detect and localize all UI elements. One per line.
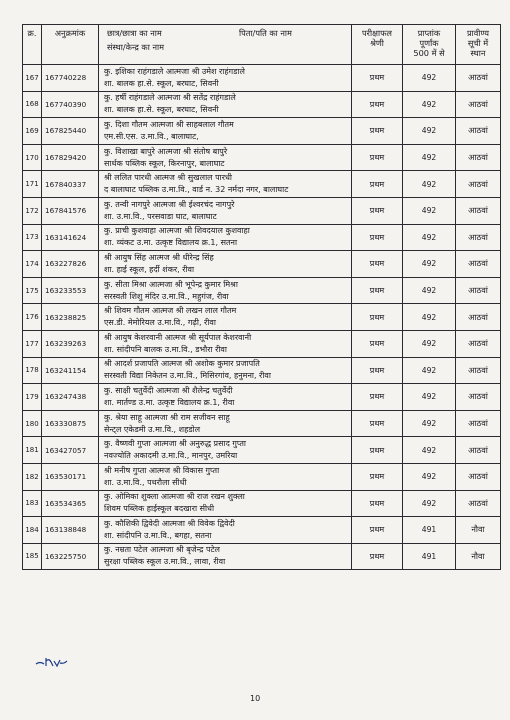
row-category: प्रथम xyxy=(352,224,403,251)
header-category: परीक्षाफल श्रेणी xyxy=(352,25,403,65)
row-name-cell xyxy=(99,357,352,384)
row-school-name: शा. सांदीपनि उ.मा.वि., बगहा, सतना xyxy=(104,530,212,540)
table-row xyxy=(23,543,501,570)
row-school-name: शा. सांदीपनि बालक उ.मा.वि., डभौरा रीवा xyxy=(104,344,227,354)
row-name-cell xyxy=(99,410,352,437)
row-school-name: नवज्योति अकादमी उ.मा.वि., मानपुर, उमरिया xyxy=(104,451,238,461)
table-row xyxy=(23,410,501,437)
row-merit-rank: आठवां xyxy=(456,91,501,118)
row-merit-rank: आठवां xyxy=(456,251,501,278)
page-number: 10 xyxy=(250,694,261,703)
row-merit-rank: आठवां xyxy=(456,65,501,92)
row-student-name: श्री आयुष सिंह आत्मज श्री धीरेन्द्र सिंह xyxy=(104,252,214,262)
row-school-name: सेन्ट्ल एकेडमी उ.मा.वि., शहडोल xyxy=(104,424,201,434)
table-row xyxy=(23,277,501,304)
row-merit-rank: आठवां xyxy=(456,330,501,357)
row-roll-number: 163427057 xyxy=(42,437,99,464)
row-roll-number: 167825440 xyxy=(42,118,99,145)
row-marks: 492 xyxy=(403,384,456,411)
row-roll-number: 167740228 xyxy=(42,65,99,92)
row-school-name: शा. बालक हा.से. स्कूल, बरघाट, सिवनी xyxy=(104,78,219,88)
row-merit-rank: आठवां xyxy=(456,357,501,384)
table-row xyxy=(23,65,501,92)
header-father-name: पिता/पति का नाम xyxy=(239,28,292,38)
row-category: प्रथम xyxy=(352,277,403,304)
row-student-name: श्री आयुष केशरवानी आत्मज श्री सूर्यपाल केशरवानी xyxy=(104,332,252,342)
table-row xyxy=(23,144,501,171)
row-sr: 172 xyxy=(23,197,42,224)
row-name-cell xyxy=(99,384,352,411)
row-student-name: श्री शिवम गौतम आत्मज श्री लखन लाल गौतम xyxy=(104,306,237,316)
row-marks: 492 xyxy=(403,65,456,92)
row-category: प्रथम xyxy=(352,490,403,517)
row-category: प्रथम xyxy=(352,171,403,198)
row-sr: 178 xyxy=(23,357,42,384)
row-sr: 177 xyxy=(23,330,42,357)
row-category: प्रथम xyxy=(352,543,403,570)
table-row xyxy=(23,330,501,357)
row-student-name: कु. तन्वी नागपुरे आत्मजा श्री ईश्वरचंद नागपुरे xyxy=(104,199,235,209)
row-sr: 174 xyxy=(23,251,42,278)
row-roll-number: 167840337 xyxy=(42,171,99,198)
row-sr: 170 xyxy=(23,144,42,171)
result-sheet xyxy=(22,24,496,570)
row-name-cell xyxy=(99,517,352,544)
row-name-cell xyxy=(99,251,352,278)
row-sr: 180 xyxy=(23,410,42,437)
row-school-name: शा. व्यंकट उ.मा. उत्कृष्ट विद्यालय क्र.1, सतना xyxy=(104,238,238,248)
row-category: प्रथम xyxy=(352,251,403,278)
row-marks: 492 xyxy=(403,277,456,304)
row-student-name: कु. ओमिका शुक्ला आत्मजा श्री राज रखन शुक्ला xyxy=(104,492,245,502)
row-student-name: कु. इशिका राहंगडाले आत्मजा श्री उमेश राहंगडाले xyxy=(104,66,245,76)
row-category: प्रथम xyxy=(352,437,403,464)
row-school-name: शा. उ.मा.वि., परसवाडा घाट, बालाघाट xyxy=(104,211,217,221)
row-roll-number: 167740390 xyxy=(42,91,99,118)
row-name-cell xyxy=(99,65,352,92)
row-school-name: एस.डी. मेमोरियल उ.मा.वि., गढ़ी, रीवा xyxy=(104,318,216,328)
table-row xyxy=(23,357,501,384)
row-sr: 173 xyxy=(23,224,42,251)
row-merit-rank: नौवा xyxy=(456,543,501,570)
table-row xyxy=(23,384,501,411)
table-row xyxy=(23,224,501,251)
row-marks: 492 xyxy=(403,437,456,464)
row-merit-rank: आठवां xyxy=(456,277,501,304)
row-marks: 492 xyxy=(403,251,456,278)
row-name-cell xyxy=(99,437,352,464)
row-merit-rank: नौवा xyxy=(456,517,501,544)
table-row xyxy=(23,490,501,517)
row-roll-number: 163225750 xyxy=(42,543,99,570)
row-name-cell xyxy=(99,330,352,357)
row-school-name: द बालाघाट पब्लिक उ.मा.वि., वार्ड न. 32 नर्मदा नगर, बालाघाट xyxy=(104,185,289,195)
header-school-name: संस्था/केन्द्र का नाम xyxy=(107,42,165,52)
row-name-cell xyxy=(99,197,352,224)
header-marks: प्राप्तांक पूर्णांक 500 में से xyxy=(403,25,456,65)
row-marks: 491 xyxy=(403,517,456,544)
header-merit: प्रावीण्य सूची में स्थान xyxy=(456,25,501,65)
row-roll-number: 167841576 xyxy=(42,197,99,224)
row-school-name: एम.सी.एस. उ.मा.वि., बालाघाट, xyxy=(104,131,199,141)
row-roll-number: 163138848 xyxy=(42,517,99,544)
handwritten-initials xyxy=(34,654,74,673)
row-roll-number: 167829420 xyxy=(42,144,99,171)
row-school-name: शिवम पब्लिक हाईस्कूल बदखारा सीधी xyxy=(104,504,215,514)
row-merit-rank: आठवां xyxy=(456,144,501,171)
row-category: प्रथम xyxy=(352,517,403,544)
row-sr: 184 xyxy=(23,517,42,544)
row-roll-number: 163534365 xyxy=(42,490,99,517)
table-row xyxy=(23,304,501,331)
row-merit-rank: आठवां xyxy=(456,118,501,145)
row-marks: 491 xyxy=(403,543,456,570)
row-sr: 176 xyxy=(23,304,42,331)
row-marks: 492 xyxy=(403,304,456,331)
row-name-cell xyxy=(99,463,352,490)
row-roll-number: 163141624 xyxy=(42,224,99,251)
row-school-name: सुरक्षा पब्लिक स्कूल उ.मा.वि., लावा, रीवा xyxy=(104,557,226,567)
row-student-name: कु. विशाखा बापुरे आत्मजा श्री संतोष बापुरे xyxy=(104,146,228,156)
row-name-cell xyxy=(99,543,352,570)
row-sr: 171 xyxy=(23,171,42,198)
row-school-name: शा. हाई स्कूल, हर्दी शंकर, रीवा xyxy=(104,264,195,274)
header-student-name: छात्र/छात्रा का नाम xyxy=(107,28,162,38)
row-roll-number: 163247438 xyxy=(42,384,99,411)
row-marks: 492 xyxy=(403,330,456,357)
row-merit-rank: आठवां xyxy=(456,490,501,517)
header-sr: क्र. xyxy=(23,25,42,65)
row-category: प्रथम xyxy=(352,463,403,490)
header-roll: अनुक्रमांक xyxy=(42,25,99,65)
row-marks: 492 xyxy=(403,463,456,490)
row-marks: 492 xyxy=(403,171,456,198)
row-marks: 492 xyxy=(403,224,456,251)
row-name-cell xyxy=(99,224,352,251)
row-marks: 492 xyxy=(403,357,456,384)
merit-list-table xyxy=(22,24,501,570)
row-category: प्रथम xyxy=(352,118,403,145)
row-sr: 168 xyxy=(23,91,42,118)
row-roll-number: 163238825 xyxy=(42,304,99,331)
row-name-cell xyxy=(99,304,352,331)
table-row xyxy=(23,463,501,490)
row-merit-rank: आठवां xyxy=(456,463,501,490)
row-student-name: कु. दिशा गौतम आत्मजा श्री साहबलाल गौतम xyxy=(104,119,234,129)
row-merit-rank: आठवां xyxy=(456,304,501,331)
row-sr: 181 xyxy=(23,437,42,464)
row-merit-rank: आठवां xyxy=(456,410,501,437)
row-name-cell xyxy=(99,144,352,171)
row-marks: 492 xyxy=(403,410,456,437)
row-student-name: कु. हर्षी राहंगडाले आत्मजा श्री सतेंद्र राहंगडाले xyxy=(104,93,236,103)
row-sr: 169 xyxy=(23,118,42,145)
table-row xyxy=(23,251,501,278)
row-student-name: कु. प्राची कुशवाहा आत्मजा श्री शिवदयाल कुशवाहा xyxy=(104,226,250,236)
row-roll-number: 163330875 xyxy=(42,410,99,437)
row-category: प्रथम xyxy=(352,91,403,118)
row-category: प्रथम xyxy=(352,144,403,171)
row-sr: 182 xyxy=(23,463,42,490)
row-roll-number: 163241154 xyxy=(42,357,99,384)
row-school-name: शा. बालक हा.से. स्कूल, बरघाट, सिवनी xyxy=(104,105,219,115)
row-marks: 492 xyxy=(403,91,456,118)
row-student-name: कु. सीता मिश्रा आत्मजा श्री भूपेन्द्र कुमार मिश्रा xyxy=(104,279,238,289)
table-row xyxy=(23,197,501,224)
header-name xyxy=(99,25,352,65)
row-category: प्रथम xyxy=(352,330,403,357)
row-roll-number: 163239263 xyxy=(42,330,99,357)
row-school-name: सरस्वती शिशु मंदिर उ.मा.वि., महुगंज, रीवा xyxy=(104,291,229,301)
row-school-name: शा. मार्तण्ड उ.मा. उत्कृष्ट विद्यालय क्र.1, रीवा xyxy=(104,397,235,407)
row-merit-rank: आठवां xyxy=(456,224,501,251)
row-student-name: श्री आदर्श प्रजापति आत्मज श्री अशोक कुमार प्रजापति xyxy=(104,359,260,369)
row-category: प्रथम xyxy=(352,357,403,384)
row-name-cell xyxy=(99,171,352,198)
row-marks: 492 xyxy=(403,144,456,171)
row-sr: 185 xyxy=(23,543,42,570)
row-merit-rank: आठवां xyxy=(456,384,501,411)
row-category: प्रथम xyxy=(352,197,403,224)
row-student-name: कु. श्रेया साहू आत्मजा श्री राम सजीवन साहू xyxy=(104,412,230,422)
row-marks: 492 xyxy=(403,490,456,517)
row-school-name: शा. उ.मा.वि., पथरौला सीधी xyxy=(104,477,187,487)
row-roll-number: 163530171 xyxy=(42,463,99,490)
row-marks: 492 xyxy=(403,118,456,145)
row-sr: 175 xyxy=(23,277,42,304)
row-school-name: सार्थक पब्लिक स्कूल, किरनापुर, बालाघाट xyxy=(104,158,225,168)
row-student-name: कु. कौशिकी द्विवेदी आत्मजा श्री विवेक द्विवेदी xyxy=(104,518,235,528)
row-sr: 167 xyxy=(23,65,42,92)
row-name-cell xyxy=(99,490,352,517)
table-row xyxy=(23,171,501,198)
row-name-cell xyxy=(99,91,352,118)
row-school-name: सरस्वती विद्या निकेतन उ.मा.वि., मिसिरगांव, हनुमना, रीवा xyxy=(104,371,271,381)
table-row xyxy=(23,437,501,464)
row-sr: 179 xyxy=(23,384,42,411)
row-name-cell xyxy=(99,277,352,304)
row-student-name: श्री ललित पारधी आत्मज श्री सुखलाल पारधी xyxy=(104,173,232,183)
row-student-name: श्री मनीष गुप्ता आत्मज श्री विकास गुप्ता xyxy=(104,465,220,475)
row-category: प्रथम xyxy=(352,410,403,437)
table-row xyxy=(23,91,501,118)
row-category: प्रथम xyxy=(352,65,403,92)
row-category: प्रथम xyxy=(352,304,403,331)
row-student-name: कु. नम्रता पटेल आत्मजा श्री बृजेन्द्र पटेल xyxy=(104,545,220,555)
row-sr: 183 xyxy=(23,490,42,517)
table-row xyxy=(23,517,501,544)
table-header-row xyxy=(23,25,501,65)
table-row xyxy=(23,118,501,145)
row-name-cell xyxy=(99,118,352,145)
row-merit-rank: आठवां xyxy=(456,171,501,198)
row-marks: 492 xyxy=(403,197,456,224)
row-student-name: कु. वैष्णवी गुप्ता आत्मजा श्री अनुरुद्ध प्रसाद गुप्ता xyxy=(104,439,246,449)
row-student-name: कु. साक्षी चतुर्वेदी आत्मजा श्री शैलेन्द्र चतुर्वेदी xyxy=(104,385,233,395)
row-merit-rank: आठवां xyxy=(456,197,501,224)
row-category: प्रथम xyxy=(352,384,403,411)
row-merit-rank: आठवां xyxy=(456,437,501,464)
row-roll-number: 163227826 xyxy=(42,251,99,278)
row-roll-number: 163233553 xyxy=(42,277,99,304)
